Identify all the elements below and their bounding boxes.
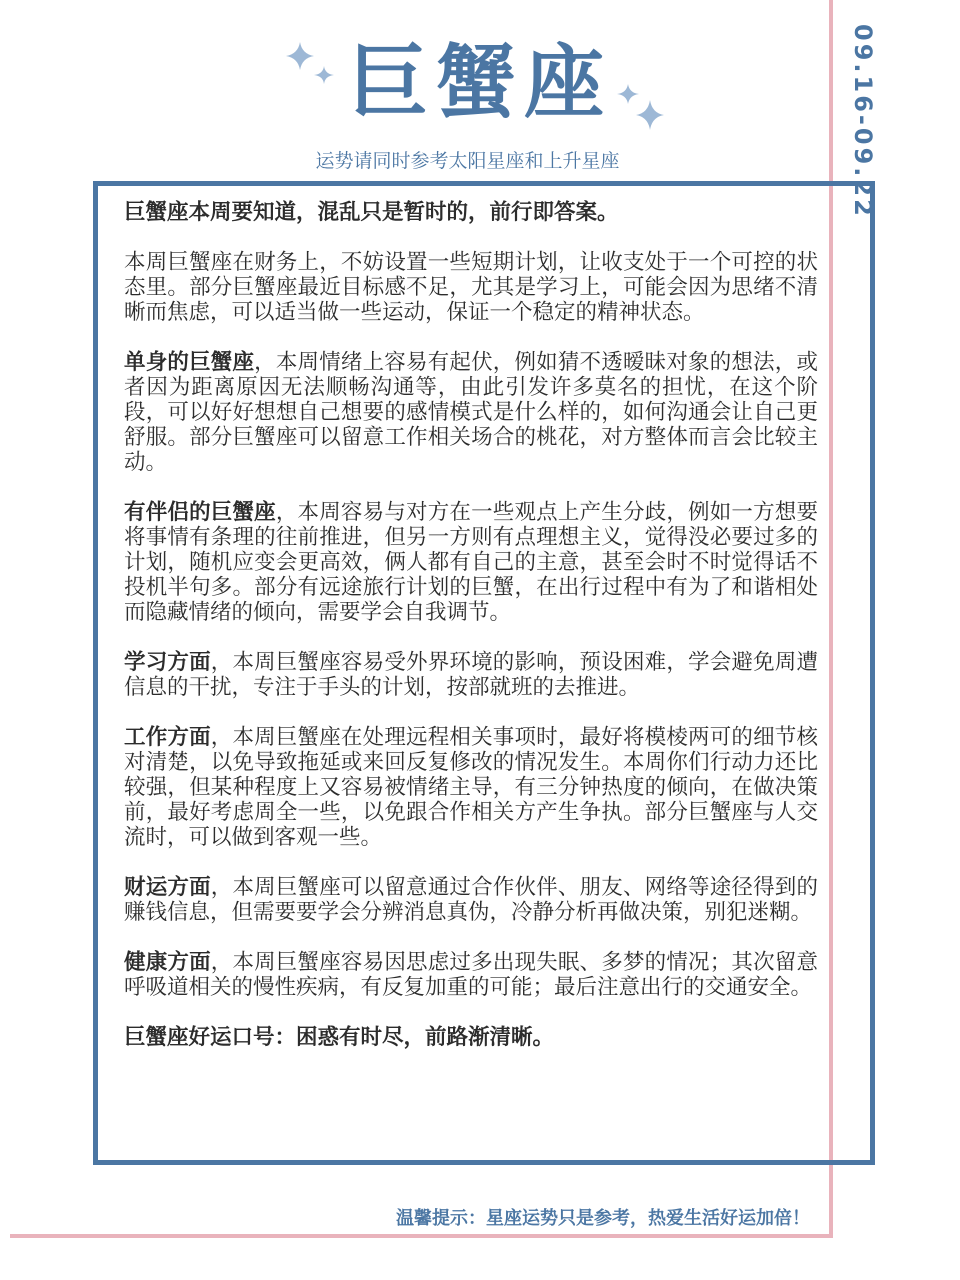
section-label: 健康方面 — [124, 950, 211, 975]
horoscope-card — [93, 181, 875, 1165]
section-label: 学习方面 — [124, 650, 211, 675]
card-headline: 巨蟹座本周要知道，混乱只是暂时的，前行即答案。 — [124, 200, 619, 225]
card-content — [124, 200, 818, 1050]
section-health: 健康方面，本周巨蟹座容易因思虑过多出现失眠、多梦的情况；其次留意呼吸道相关的慢性疾病，有反复加重的可能；最后注意出行的交通安全。 — [124, 950, 818, 1000]
page-title: 巨蟹座 — [348, 36, 612, 129]
intro-paragraph: 本周巨蟹座在财务上，不妨设置一些短期计划，让收支处于一个可控的状态里。部分巨蟹座最近目标感不足，尤其是学习上，可能会因为思绪不清晰而焦虑，可以适当做一些运动，保证一个稳定的精神状态。 — [124, 250, 818, 325]
section-label: 有伴侣的巨蟹座 — [124, 500, 276, 525]
subtitle: 运势请同时参考太阳星座和上升星座 — [315, 150, 620, 172]
section-study: 学习方面，本周巨蟹座容易受外界环境的影响，预设困难，学会避免周遭信息的干扰，专注于手头的计划，按部就班的去推进。 — [124, 650, 818, 700]
section-label: 单身的巨蟹座 — [124, 350, 255, 375]
section-single: 单身的巨蟹座，本周情绪上容易有起伏，例如猜不透暧昧对象的想法，或者因为距离原因无法顺畅沟通等，由此引发许多莫名的担忧，在这个阶段，可以好好想想自己想要的感情模式是什么样的，如何沟通会让自己更舒服。部分巨蟹座可以留意工作相关场合的桃花，对方整体而言会比较主动。 — [124, 350, 818, 475]
footer-tip: 温馨提示：星座运势只是参考，热爱生活好运加倍！ — [396, 1208, 810, 1229]
section-partnered: 有伴侣的巨蟹座，本周容易与对方在一些观点上产生分歧，例如一方想要将事情有条理的往前推进，但另一方则有点理想主义，觉得没必要过多的计划，随机应变会更高效，俩人都有自己的主意，甚至会时不时觉得话不投机半句多。部分有远途旅行计划的巨蟹，在出行过程中有为了和谐相处而隐藏情绪的倾向，需要学会自我调节。 — [124, 500, 818, 625]
section-work: 工作方面，本周巨蟹座在处理远程相关事项时，最好将模棱两可的细节核对清楚，以免导致拖延或来回反复修改的情况发生。本周你们行动力还比较强，但某种程度上又容易被情绪主导，有三分钟热度的倾向，在做决策前，最好考虑周全一些，以免跟合作相关方产生争执。部分巨蟹座与人交流时，可以做到客观一些。 — [124, 725, 818, 850]
decorative-pink-horizontal-line — [10, 1234, 833, 1238]
date-range: 09.16-09.22 — [849, 24, 877, 219]
section-label: 财运方面 — [124, 875, 211, 900]
section-label: 工作方面 — [124, 725, 211, 750]
section-wealth: 财运方面，本周巨蟹座可以留意通过合作伙伴、朋友、网络等途径得到的赚钱信息，但需要要学会分辨消息真伪，冷静分析再做决策，别犯迷糊。 — [124, 875, 818, 925]
lucky-slogan: 巨蟹座好运口号：困惑有时尽，前路渐清晰。 — [124, 1025, 555, 1050]
